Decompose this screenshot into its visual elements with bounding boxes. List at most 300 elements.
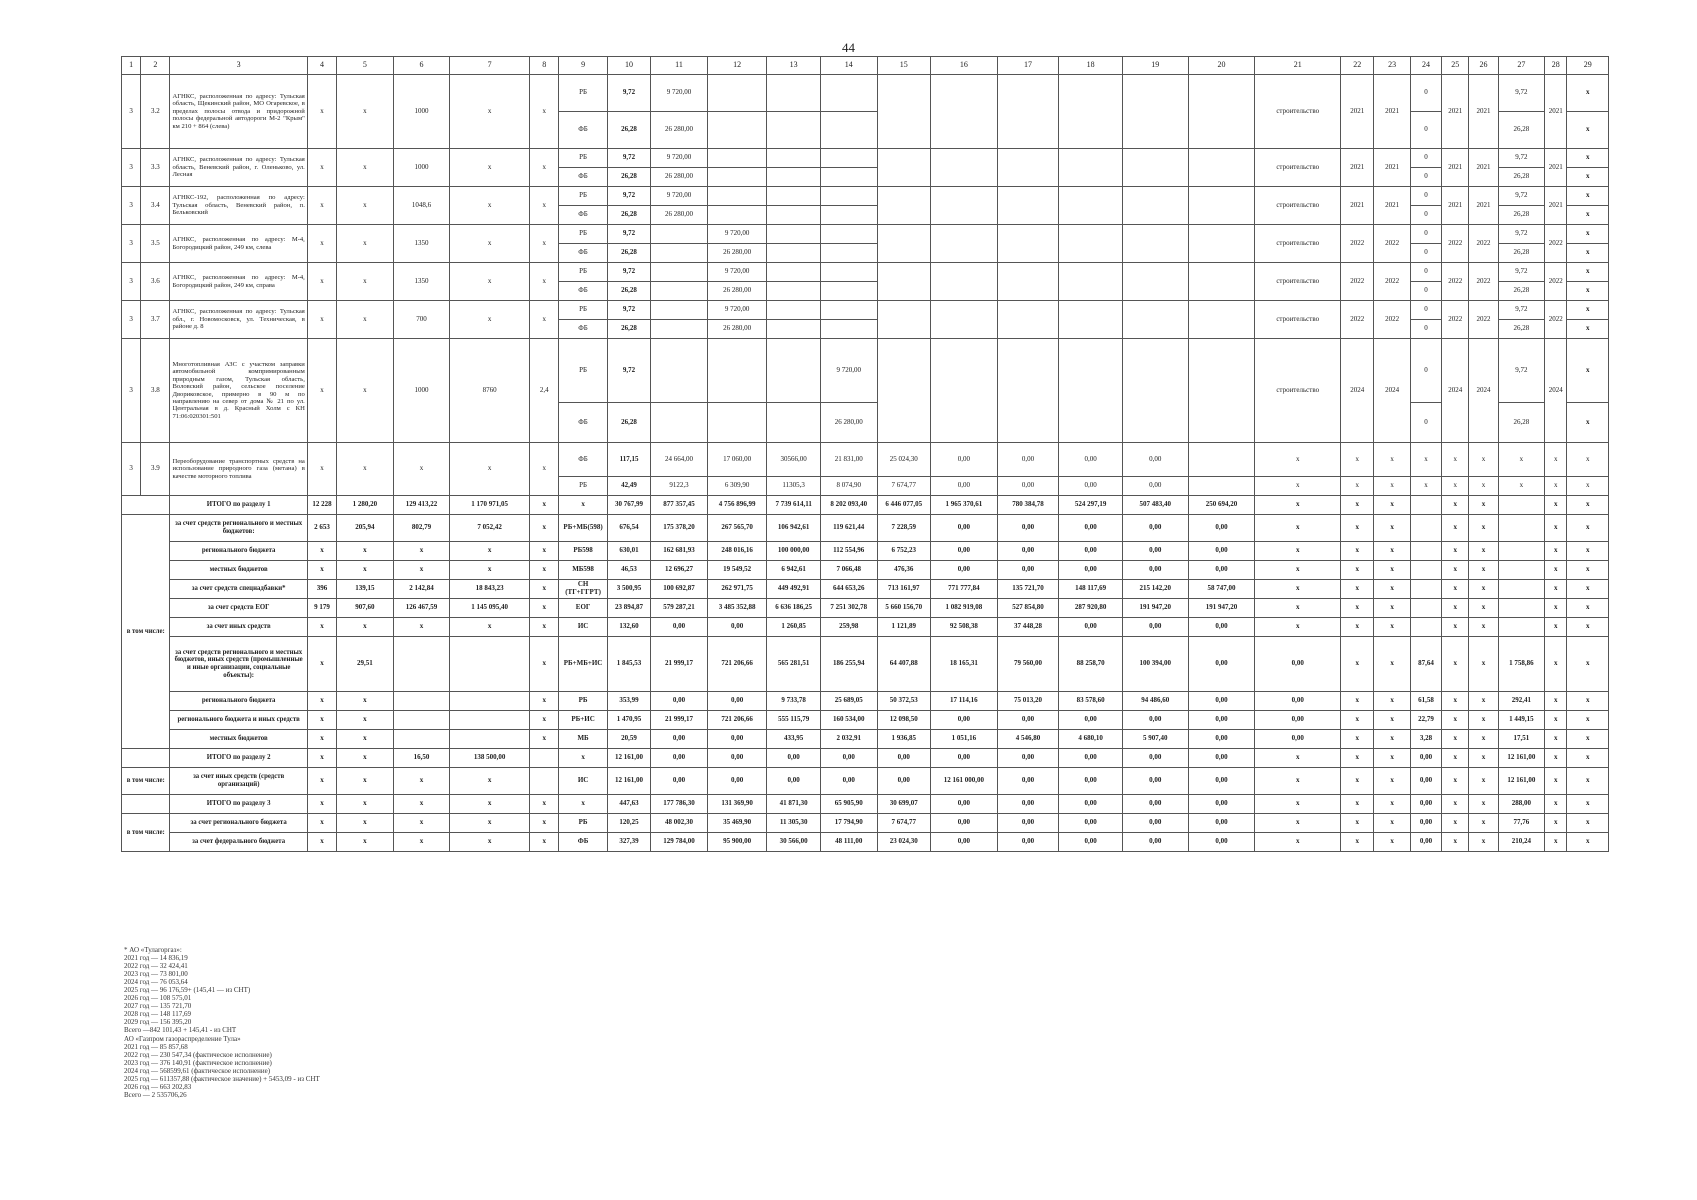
- table-cell: х: [307, 711, 336, 730]
- table-cell: х: [1545, 561, 1567, 580]
- table-cell: 2024: [1341, 339, 1374, 443]
- table-cell: [707, 168, 767, 187]
- table-cell: х: [1567, 637, 1609, 692]
- column-number: 25: [1442, 57, 1469, 75]
- table-cell: 9,72: [607, 339, 650, 403]
- column-number: 14: [820, 57, 877, 75]
- table-cell: х: [1545, 443, 1567, 477]
- object-row: [122, 301, 1609, 320]
- empty-cell: [877, 263, 931, 301]
- table-cell: 12 161,00: [607, 749, 650, 768]
- table-cell: 25 689,05: [820, 692, 877, 711]
- table-cell: РБ+МБ(598): [559, 515, 607, 542]
- table-cell: х: [1545, 515, 1567, 542]
- work-type: строительство: [1255, 149, 1341, 187]
- table-cell: х: [530, 561, 559, 580]
- table-cell: х: [530, 637, 559, 692]
- table-cell: х: [307, 339, 336, 443]
- table-cell: [820, 244, 877, 263]
- table-cell: 0,00: [1255, 692, 1341, 711]
- table-cell: 2021: [1442, 75, 1469, 149]
- table-cell: 524 297,19: [1059, 496, 1123, 515]
- table-cell: 676,54: [607, 515, 650, 542]
- table-cell: 0,00: [1188, 692, 1255, 711]
- table-cell: 262 971,75: [707, 580, 767, 599]
- table-cell: 0,00: [1059, 768, 1123, 795]
- table-cell: 12 161,00: [1498, 749, 1544, 768]
- column-number: 5: [337, 57, 394, 75]
- table-cell: 25 024,30: [877, 443, 931, 477]
- column-number: 22: [1341, 57, 1374, 75]
- table-cell: х: [337, 814, 394, 833]
- table-cell: х: [530, 795, 559, 814]
- table-cell: 12 228: [307, 496, 336, 515]
- table-cell: 433,95: [767, 730, 821, 749]
- footnote-line: 2023 год — 376 140,91 (фактическое исполнение): [124, 1058, 272, 1067]
- table-cell: х: [1567, 206, 1609, 225]
- table-cell: 26,28: [1498, 112, 1544, 149]
- footnote-line: АО «Газпром газораспределение Тула»: [124, 1034, 241, 1043]
- table-cell: 7 052,42: [450, 515, 530, 542]
- breakdown-item-label: за счет иных средств (средств организаций): [170, 768, 307, 795]
- empty-cell: [877, 149, 931, 187]
- table-cell: 1 051,16: [931, 730, 998, 749]
- empty-cell: [1122, 149, 1188, 187]
- table-cell: [820, 168, 877, 187]
- column-number: 9: [559, 57, 607, 75]
- table-cell: х: [1545, 542, 1567, 561]
- table-cell: х: [393, 833, 450, 852]
- table-cell: [820, 301, 877, 320]
- table-cell: 92 508,38: [931, 618, 998, 637]
- table-cell: 0,00: [997, 542, 1059, 561]
- work-type: строительство: [1255, 263, 1341, 301]
- total-label: ИТОГО по разделу 1: [170, 496, 307, 515]
- table-cell: х: [1374, 599, 1410, 618]
- table-cell: 0,00: [997, 833, 1059, 852]
- table-cell: х: [1567, 730, 1609, 749]
- table-cell: 6 446 077,05: [877, 496, 931, 515]
- table-cell: 12 098,50: [877, 711, 931, 730]
- empty-cell: [997, 339, 1059, 443]
- table-cell: х: [1341, 768, 1374, 795]
- funding-source: РБ: [559, 75, 607, 112]
- table-cell: х: [1374, 711, 1410, 730]
- table-cell: 0,00: [651, 768, 708, 795]
- table-cell: 802,79: [393, 515, 450, 542]
- table-cell: 0: [1410, 244, 1441, 263]
- table-cell: 0: [1410, 301, 1441, 320]
- table-cell: х: [530, 443, 559, 496]
- table-cell: 0,00: [651, 692, 708, 711]
- table-cell: 2022: [1341, 225, 1374, 263]
- section-number: 3: [122, 301, 141, 339]
- table-cell: 0,00: [820, 768, 877, 795]
- empty-cell: [1059, 339, 1123, 443]
- table-cell: 0,00: [1188, 795, 1255, 814]
- table-cell: х: [337, 561, 394, 580]
- table-cell: х: [1567, 692, 1609, 711]
- table-cell: [651, 403, 708, 443]
- table-cell: х: [1442, 443, 1469, 477]
- table-cell: [820, 187, 877, 206]
- table-cell: х: [1442, 496, 1469, 515]
- empty-cell: [1188, 75, 1255, 149]
- table-cell: 0,00: [1188, 711, 1255, 730]
- table-cell: 23 024,30: [877, 833, 931, 852]
- table-cell: х: [1567, 244, 1609, 263]
- table-cell: х: [393, 618, 450, 637]
- table-cell: 0,00: [1059, 749, 1123, 768]
- table-cell: 7 066,48: [820, 561, 877, 580]
- table-cell: 100 000,00: [767, 542, 821, 561]
- table-cell: х: [393, 443, 450, 496]
- table-cell: 396: [307, 580, 336, 599]
- object-row: [122, 443, 1609, 477]
- table-cell: 2022: [1374, 301, 1410, 339]
- table-cell: х: [1410, 477, 1441, 496]
- table-cell: 26,28: [1498, 244, 1544, 263]
- table-cell: 447,63: [607, 795, 650, 814]
- table-cell: 1 965 370,61: [931, 496, 998, 515]
- table-cell: [820, 149, 877, 168]
- table-cell: х: [530, 149, 559, 187]
- page-number: 44: [842, 40, 855, 55]
- table-cell: 75 013,20: [997, 692, 1059, 711]
- table-cell: х: [307, 75, 336, 149]
- table-cell: 100 692,87: [651, 580, 708, 599]
- table-cell: 1 082 919,08: [931, 599, 998, 618]
- table-cell: 2021: [1545, 75, 1567, 149]
- table-cell: х: [1567, 496, 1609, 515]
- table-cell: х: [1255, 618, 1341, 637]
- table-cell: х: [393, 542, 450, 561]
- section-number: 3: [122, 187, 141, 225]
- table-cell: 2 032,91: [820, 730, 877, 749]
- breakdown-row: [122, 599, 1609, 618]
- table-cell: 555 115,79: [767, 711, 821, 730]
- table-cell: 7 674,77: [877, 814, 931, 833]
- table-cell: х: [1545, 833, 1567, 852]
- table-cell: 9 720,00: [707, 263, 767, 282]
- total-row: [122, 749, 1609, 768]
- footnote-line: 2021 год — 85 857,68: [124, 1042, 188, 1051]
- table-cell: 2021: [1374, 149, 1410, 187]
- table-cell: 21 999,17: [651, 637, 708, 692]
- table-cell: [450, 692, 530, 711]
- table-cell: х: [1410, 443, 1441, 477]
- table-cell: х: [1545, 580, 1567, 599]
- empty-cell: [931, 75, 998, 149]
- table-cell: х: [530, 187, 559, 225]
- object-id: 3.5: [141, 225, 170, 263]
- total-row: [122, 496, 1609, 515]
- empty-cell: [122, 795, 170, 814]
- table-cell: х: [337, 795, 394, 814]
- table-cell: х: [1567, 542, 1609, 561]
- table-cell: 2024: [1469, 339, 1498, 443]
- table-cell: [651, 320, 708, 339]
- table-cell: [820, 263, 877, 282]
- table-cell: 0,00: [997, 749, 1059, 768]
- table-cell: 26 280,00: [707, 282, 767, 301]
- breakdown-item-label: местных бюджетов: [170, 561, 307, 580]
- table-cell: 2021: [1374, 187, 1410, 225]
- table-cell: 2,4: [530, 339, 559, 443]
- object-id: 3.3: [141, 149, 170, 187]
- table-cell: х: [450, 833, 530, 852]
- footnote-line: 2024 год — 568599,61 (фактическое исполнение): [124, 1066, 271, 1075]
- table-cell: 0,00: [997, 814, 1059, 833]
- table-cell: 0: [1410, 75, 1441, 112]
- table-cell: [1498, 618, 1544, 637]
- table-cell: х: [307, 833, 336, 852]
- table-cell: 0,00: [997, 443, 1059, 477]
- object-id: 3.8: [141, 339, 170, 443]
- table-cell: [767, 225, 821, 244]
- table-cell: 119 621,44: [820, 515, 877, 542]
- table-cell: [393, 730, 450, 749]
- breakdown-row: [122, 833, 1609, 852]
- table-cell: [1498, 496, 1544, 515]
- table-cell: х: [1545, 711, 1567, 730]
- table-cell: х: [1498, 443, 1544, 477]
- table-cell: 12 161,00: [607, 768, 650, 795]
- table-cell: [393, 637, 450, 692]
- table-cell: 1 470,95: [607, 711, 650, 730]
- table-cell: 771 777,84: [931, 580, 998, 599]
- table-cell: 565 281,51: [767, 637, 821, 692]
- table-cell: х: [1442, 692, 1469, 711]
- table-cell: [1410, 496, 1441, 515]
- table-cell: х: [1255, 542, 1341, 561]
- table-cell: 9,72: [607, 187, 650, 206]
- table-cell: х: [530, 814, 559, 833]
- table-cell: [530, 749, 559, 768]
- empty-cell: [931, 339, 998, 443]
- table-cell: 2021: [1442, 187, 1469, 225]
- table-cell: х: [450, 768, 530, 795]
- table-cell: х: [1567, 814, 1609, 833]
- table-cell: х: [307, 730, 336, 749]
- breakdown-item-label: регионального бюджета: [170, 692, 307, 711]
- table-cell: 129 784,00: [651, 833, 708, 852]
- table-cell: СН (ТГ+ГГРТ): [559, 580, 607, 599]
- table-cell: [820, 206, 877, 225]
- table-cell: х: [450, 301, 530, 339]
- table-cell: 0,00: [1410, 749, 1441, 768]
- column-number: 27: [1498, 57, 1544, 75]
- table-cell: х: [1255, 814, 1341, 833]
- empty-cell: [1122, 225, 1188, 263]
- table-cell: 2022: [1442, 225, 1469, 263]
- table-cell: х: [1341, 730, 1374, 749]
- table-cell: х: [530, 692, 559, 711]
- table-cell: 288,00: [1498, 795, 1544, 814]
- table-cell: 0,00: [877, 749, 931, 768]
- table-cell: х: [1545, 768, 1567, 795]
- empty-cell: [1059, 225, 1123, 263]
- table-cell: 1000: [393, 149, 450, 187]
- table-cell: ИС: [559, 768, 607, 795]
- table-cell: х: [1374, 814, 1410, 833]
- table-cell: 7 228,59: [877, 515, 931, 542]
- table-cell: х: [450, 263, 530, 301]
- table-cell: 9,72: [1498, 75, 1544, 112]
- table-cell: 191 947,20: [1122, 599, 1188, 618]
- table-cell: х: [1469, 730, 1498, 749]
- table-cell: 2021: [1341, 187, 1374, 225]
- column-number: 19: [1122, 57, 1188, 75]
- table-cell: х: [1567, 711, 1609, 730]
- table-cell: [393, 711, 450, 730]
- table-cell: 0,00: [820, 749, 877, 768]
- table-cell: х: [1469, 768, 1498, 795]
- table-cell: [651, 339, 708, 403]
- table-cell: 327,39: [607, 833, 650, 852]
- table-cell: 9,72: [607, 149, 650, 168]
- work-type: строительство: [1255, 225, 1341, 263]
- table-cell: 129 413,22: [393, 496, 450, 515]
- table-cell: х: [1442, 637, 1469, 692]
- table-cell: 191 947,20: [1188, 599, 1255, 618]
- table-cell: 0,00: [997, 477, 1059, 496]
- column-number: 8: [530, 57, 559, 75]
- table-cell: [651, 244, 708, 263]
- table-cell: 0,00: [1059, 515, 1123, 542]
- table-cell: х: [1374, 730, 1410, 749]
- funding-source: РБ: [559, 301, 607, 320]
- object-row: [122, 187, 1609, 206]
- table-cell: 0,00: [931, 711, 998, 730]
- table-cell: 6 636 186,25: [767, 599, 821, 618]
- table-cell: х: [1567, 225, 1609, 244]
- table-cell: 0,00: [1059, 443, 1123, 477]
- table-cell: 37 448,28: [997, 618, 1059, 637]
- table-cell: х: [1545, 795, 1567, 814]
- table-cell: 48 111,00: [820, 833, 877, 852]
- table-cell: 1 758,86: [1498, 637, 1544, 692]
- column-number: 3: [170, 57, 307, 75]
- table-cell: х: [1341, 833, 1374, 852]
- breakdown-label: в том числе:: [122, 515, 170, 749]
- table-cell: 26,28: [1498, 206, 1544, 225]
- table-cell: 0,00: [931, 814, 998, 833]
- table-cell: [1498, 599, 1544, 618]
- table-cell: 0: [1410, 263, 1441, 282]
- table-cell: 2022: [1442, 301, 1469, 339]
- breakdown-item-label: регионального бюджета: [170, 542, 307, 561]
- work-type: строительство: [1255, 75, 1341, 149]
- table-cell: 65 905,90: [820, 795, 877, 814]
- column-number: 28: [1545, 57, 1567, 75]
- table-cell: х: [1469, 580, 1498, 599]
- table-cell: 1 280,20: [337, 496, 394, 515]
- table-cell: х: [559, 496, 607, 515]
- footnote-line: Всего — 2 535706,26: [124, 1090, 187, 1099]
- table-cell: 721 206,66: [707, 637, 767, 692]
- table-cell: 0,00: [1255, 730, 1341, 749]
- table-cell: х: [1567, 112, 1609, 149]
- table-cell: х: [1567, 768, 1609, 795]
- table-cell: 138 500,00: [450, 749, 530, 768]
- table-cell: х: [1442, 749, 1469, 768]
- table-cell: 2024: [1545, 339, 1567, 443]
- column-number: 24: [1410, 57, 1441, 75]
- table-cell: 877 357,45: [651, 496, 708, 515]
- table-cell: 1 170 971,05: [450, 496, 530, 515]
- breakdown-row: [122, 814, 1609, 833]
- table-cell: х: [530, 75, 559, 149]
- object-name: АГНКС, расположенная по адресу: Тульская область, Щекинский район, МО Огаревское, в пределах полосы отвода и придорожной полосы федеральной автодороги М-2 "Крым" км 210 + 864 (слева): [170, 75, 307, 149]
- table-cell: 0,00: [651, 618, 708, 637]
- table-cell: 24 664,00: [651, 443, 708, 477]
- footnote-line: 2026 год — 108 575,01: [124, 994, 192, 1003]
- table-cell: 2022: [1545, 225, 1567, 263]
- table-cell: [820, 112, 877, 149]
- table-cell: х: [1255, 561, 1341, 580]
- table-cell: х: [1567, 443, 1609, 477]
- table-cell: х: [1567, 515, 1609, 542]
- table-cell: 26,28: [607, 206, 650, 225]
- table-cell: х: [1567, 618, 1609, 637]
- table-cell: 2021: [1442, 149, 1469, 187]
- table-cell: 77,76: [1498, 814, 1544, 833]
- table-cell: х: [1469, 599, 1498, 618]
- funding-source: ФБ: [559, 168, 607, 187]
- table-cell: 186 255,94: [820, 637, 877, 692]
- table-cell: 9,72: [607, 225, 650, 244]
- empty-cell: [1059, 187, 1123, 225]
- table-cell: х: [530, 730, 559, 749]
- table-cell: 0: [1410, 282, 1441, 301]
- table-cell: 449 492,91: [767, 580, 821, 599]
- table-cell: 0,00: [1122, 443, 1188, 477]
- table-cell: 100 394,00: [1122, 637, 1188, 692]
- empty-cell: [1059, 263, 1123, 301]
- table-cell: [707, 339, 767, 403]
- table-cell: 0: [1410, 187, 1441, 206]
- section-number: 3: [122, 443, 141, 496]
- table-cell: 175 378,20: [651, 515, 708, 542]
- table-cell: х: [393, 768, 450, 795]
- funding-source: РБ: [559, 225, 607, 244]
- empty-cell: [997, 225, 1059, 263]
- table-cell: х: [1442, 814, 1469, 833]
- table-cell: х: [1567, 168, 1609, 187]
- table-cell: х: [337, 187, 394, 225]
- table-cell: 0,00: [1059, 833, 1123, 852]
- table-cell: [767, 206, 821, 225]
- table-cell: [651, 263, 708, 282]
- table-cell: 907,60: [337, 599, 394, 618]
- table-cell: х: [307, 814, 336, 833]
- table-cell: х: [337, 542, 394, 561]
- table-cell: х: [1341, 580, 1374, 599]
- table-cell: 476,36: [877, 561, 931, 580]
- table-cell: 0,00: [707, 768, 767, 795]
- table-cell: х: [393, 561, 450, 580]
- table-cell: х: [1341, 637, 1374, 692]
- table-cell: х: [1567, 263, 1609, 282]
- table-cell: 2 653: [307, 515, 336, 542]
- table-cell: 0,00: [1410, 768, 1441, 795]
- funding-source: ФБ: [559, 112, 607, 149]
- table-cell: [1498, 515, 1544, 542]
- funding-source: РБ: [559, 263, 607, 282]
- table-cell: х: [530, 515, 559, 542]
- table-cell: 2022: [1545, 301, 1567, 339]
